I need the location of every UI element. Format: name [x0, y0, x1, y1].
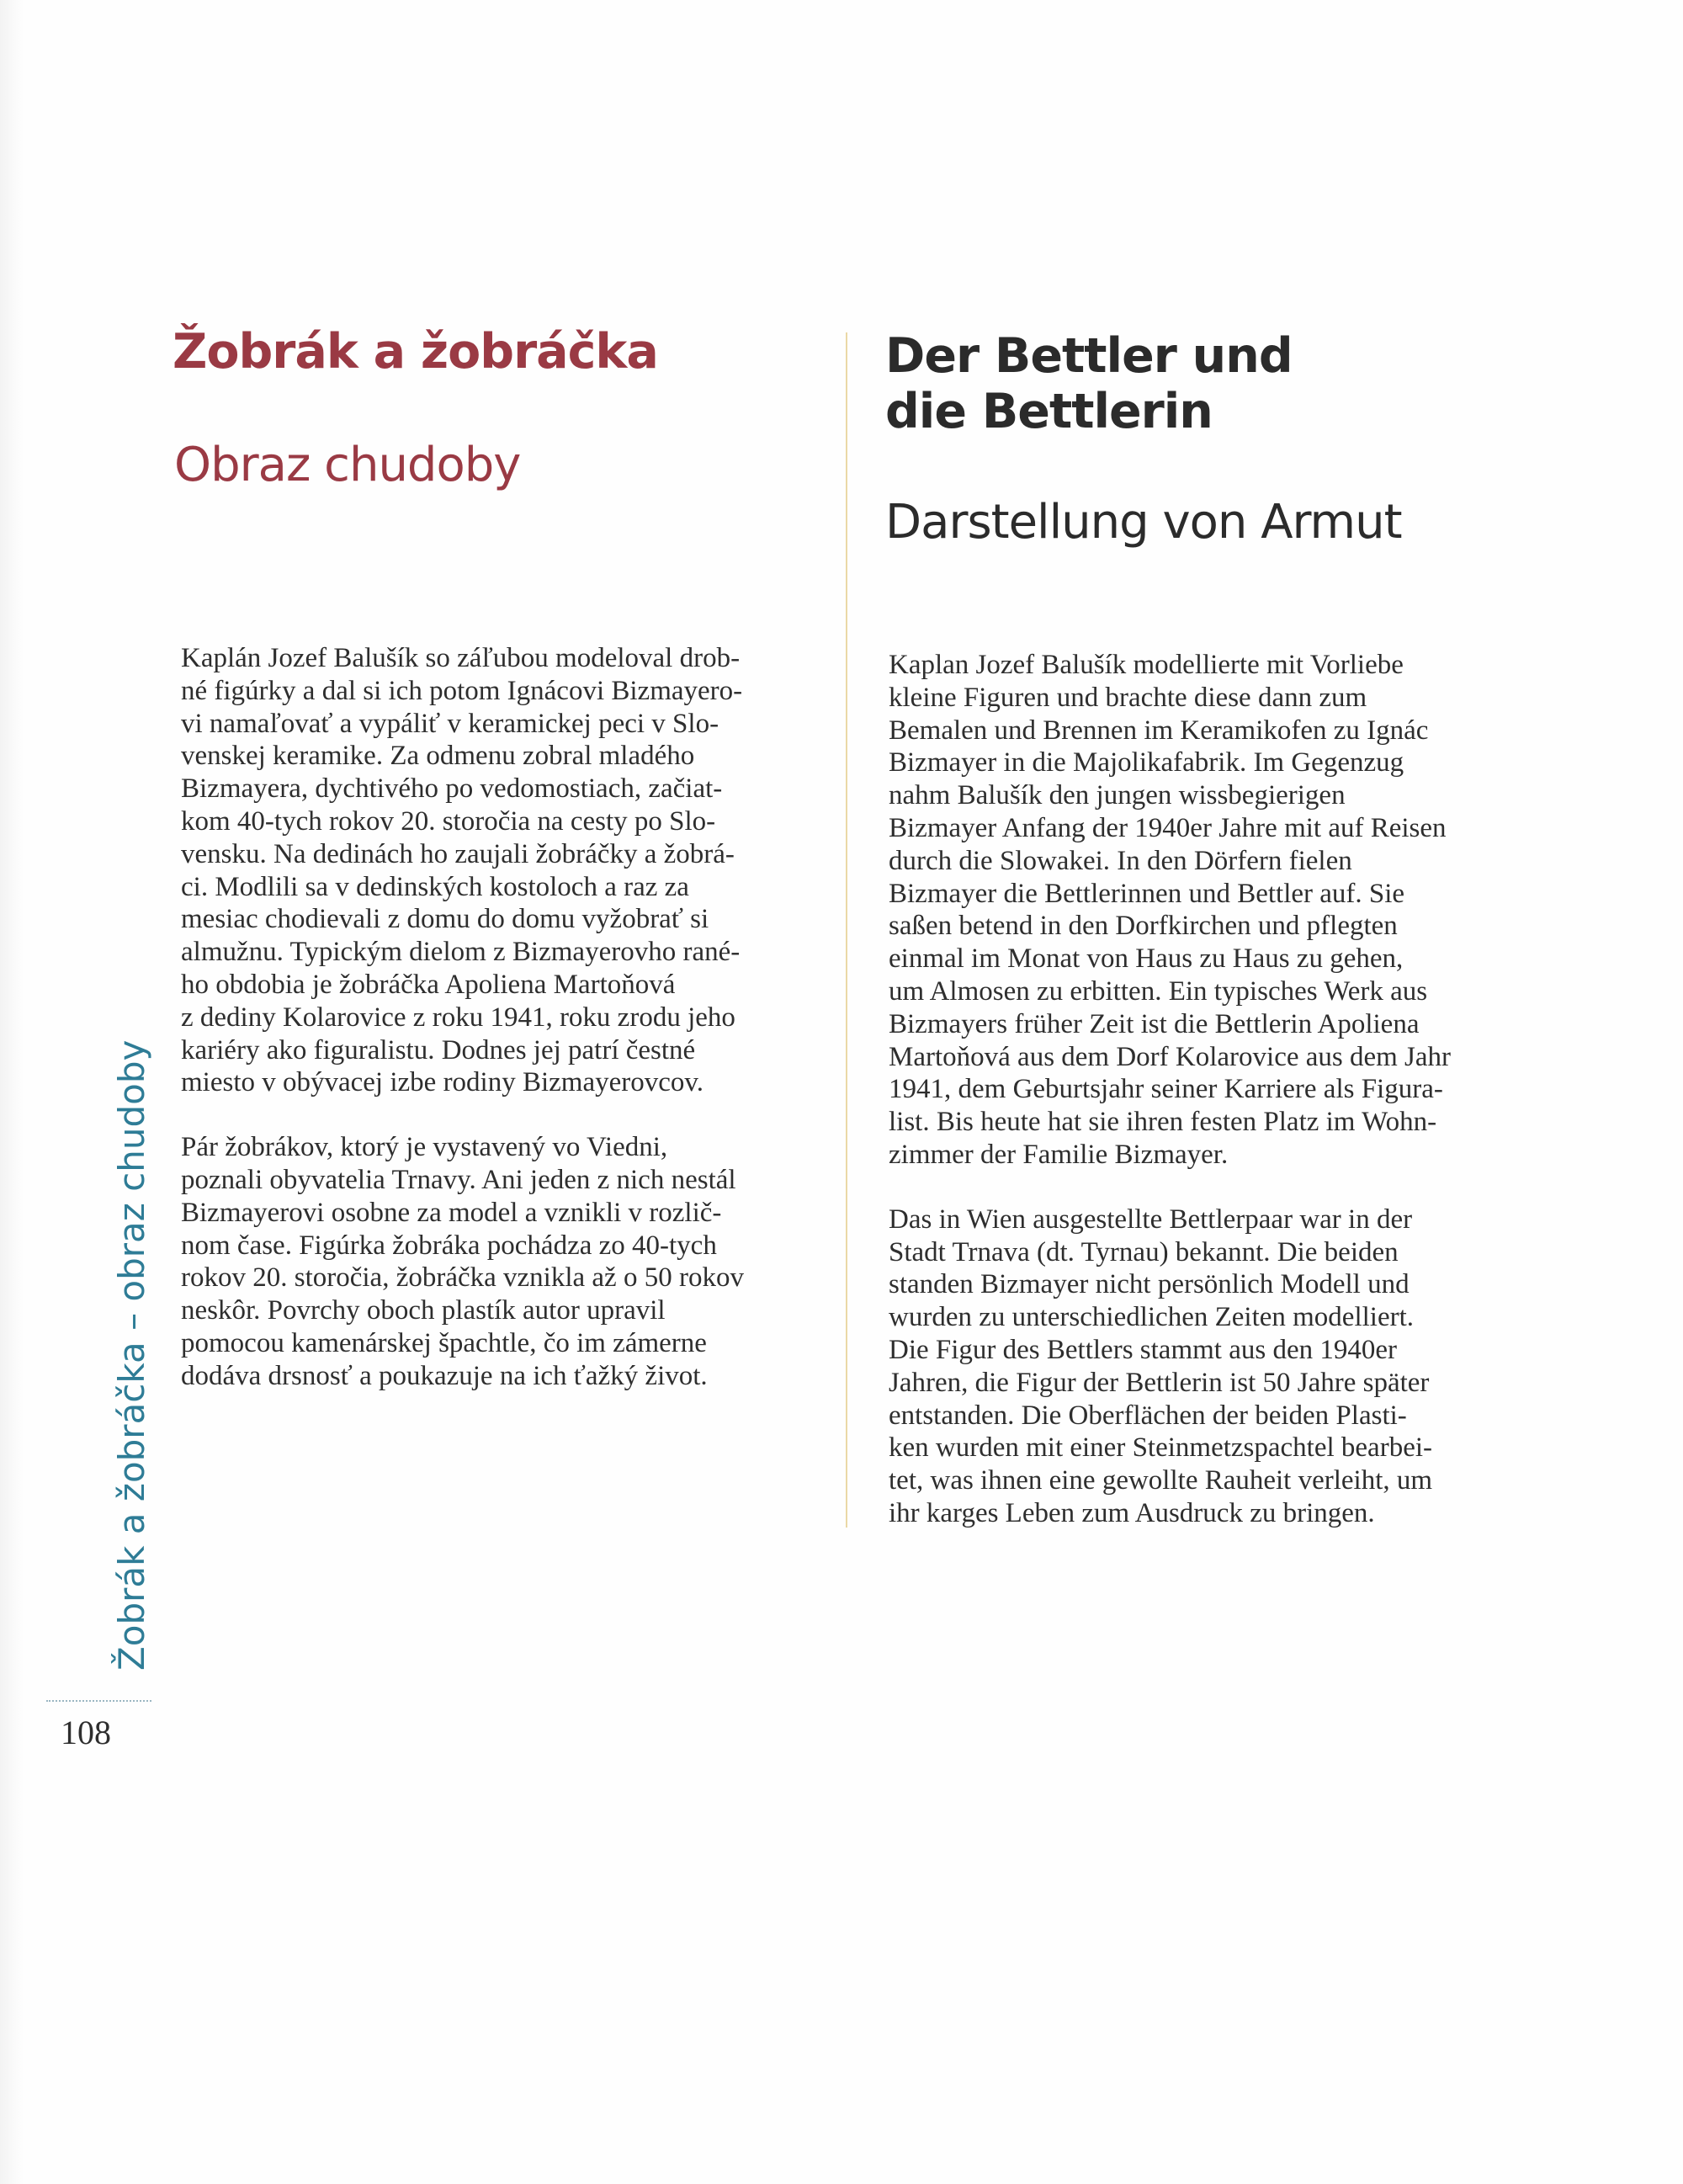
text-line: vi namaľovať a vypáliť v keramickej peci v Slo- — [181, 708, 719, 739]
text-line: ihr karges Leben zum Ausdruck zu bringen. — [889, 1497, 1375, 1528]
text-line: Kaplan Jozef Balušík modellierte mit Vorliebe — [889, 650, 1404, 680]
text-line: poznali obyvatelia Trnavy. Ani jeden z nich nestál — [181, 1164, 736, 1195]
text-line: vensku. Na dedinách ho zaujali žobráčky a žobrá- — [181, 838, 735, 869]
text-line: Bizmayers früher Zeit ist die Bettlerin Apoliena — [889, 1008, 1420, 1039]
paragraph-gap — [889, 1172, 1528, 1204]
text-line: Bizmayer Anfang der 1940er Jahre mit auf Reisen — [889, 812, 1447, 843]
text-line: ken wurden mit einer Steinmetzspachtel bearbei- — [889, 1432, 1432, 1464]
text-line: nahm Balušík den jungen wissbegierigen — [889, 780, 1346, 811]
text-line: Die Figur des Bettlers stammt aus den 1940er — [889, 1334, 1397, 1365]
column-divider — [846, 332, 847, 1528]
title-german-line-2: die Bettlerin — [885, 384, 1213, 439]
title-slovak: Žobrák a žobráčka — [173, 324, 658, 380]
paragraph-gap — [181, 1099, 820, 1131]
text-line: Das in Wien ausgestellte Bettlerpaar war in der — [889, 1204, 1413, 1235]
text-line: kleine Figuren und brachte diese dann zum — [889, 682, 1367, 713]
subtitle-german: Darstellung von Armut — [885, 495, 1402, 550]
text-line: Kaplán Jozef Balušík so záľubou modeloval drob- — [181, 643, 741, 673]
text-line: Bizmayer die Bettlerinnen und Bettler auf. Sie — [889, 878, 1405, 909]
german-text-column — [889, 649, 1528, 1530]
text-line: list. Bis heute hat sie ihren festen Platz im Wohn- — [889, 1107, 1437, 1138]
german-paragraph-1 — [889, 649, 1528, 1172]
text-line: kariéry ako figuralistu. Dodnes jej patrí čestné — [181, 1034, 696, 1065]
page-number: 108 — [61, 1714, 111, 1751]
text-line: rokov 20. storočia, žobráčka vznikla až o 50 rokov — [181, 1262, 744, 1294]
text-line: saßen betend in den Dorfkirchen und pflegten — [889, 911, 1398, 942]
text-line: Bizmayerovi osobne za model a vznikli v rozlič- — [181, 1197, 722, 1228]
subtitle-slovak: Obraz chudoby — [174, 438, 521, 492]
text-line: dodáva drsnosť a poukazuje na ich ťažký život. — [181, 1360, 708, 1391]
text-line: miesto v obývacej izbe rodiny Bizmayerovcov. — [181, 1067, 704, 1098]
text-line: Bemalen und Brennen im Keramikofen zu Ignác — [889, 715, 1429, 746]
text-line: Bizmayera, dychtivého po vedomostiach, začiat- — [181, 773, 723, 805]
text-line: tet, was ihnen eine gewollte Rauheit verleiht, um — [889, 1465, 1433, 1496]
title-german — [885, 328, 1293, 439]
text-line: né figúrky a dal si ich potom Ignácovi Bizmayero- — [181, 675, 743, 706]
german-paragraph-2 — [889, 1204, 1528, 1530]
text-line: nom čase. Figúrka žobráka pochádza zo 40-tych — [181, 1230, 717, 1261]
slovak-text-column — [181, 642, 820, 1393]
text-line: um Almosen zu erbitten. Ein typisches Werk aus — [889, 975, 1428, 1007]
text-line: neskôr. Povrchy oboch plastík autor upravil — [181, 1295, 666, 1326]
text-line: standen Bizmayer nicht persönlich Modell und — [889, 1269, 1410, 1300]
text-line: zimmer der Familie Bizmayer. — [889, 1139, 1229, 1170]
text-line: venskej keramike. Za odmenu zobral mladého — [181, 741, 695, 772]
title-german-line-1: Der Bettler und — [885, 328, 1293, 384]
text-line: mesiac chodievali z domu do domu vyžobrať si — [181, 904, 709, 935]
text-line: durch die Slowakei. In den Dörfern fielen — [889, 845, 1352, 876]
text-line: entstanden. Die Oberflächen der beiden Plasti- — [889, 1400, 1407, 1431]
slovak-paragraph-2 — [181, 1131, 820, 1392]
page-edge-shadow — [0, 0, 24, 2184]
text-line: Bizmayer in die Majolikafabrik. Im Gegenzug — [889, 747, 1404, 778]
text-line: wurden zu unterschiedlichen Zeiten modelliert. — [889, 1302, 1415, 1333]
text-line: pomocou kamenárskej špachtle, čo im zámerne — [181, 1327, 707, 1358]
text-line: kom 40-tych rokov 20. storočia na cesty po Slo- — [181, 805, 716, 837]
text-line: ci. Modlili sa v dedinských kostoloch a raz za — [181, 871, 689, 902]
text-line: Pár žobrákov, ktorý je vystavený vo Viedni, — [181, 1132, 668, 1163]
slovak-paragraph-1 — [181, 642, 820, 1099]
text-line: Martoňová aus dem Dorf Kolarovice aus dem Jahr — [889, 1041, 1452, 1072]
text-line: 1941, dem Geburtsjahr seiner Karriere als Figura- — [889, 1074, 1443, 1105]
text-line: Jahren, die Figur der Bettlerin ist 50 Jahre später — [889, 1367, 1430, 1398]
text-line: ho obdobia je žobráčka Apoliena Martoňová — [181, 969, 676, 1000]
text-line: einmal im Monat von Haus zu Haus zu gehen, — [889, 943, 1404, 975]
vertical-running-title: Žobrák a žobráčka – obraz chudoby — [111, 1039, 152, 1671]
text-line: z dediny Kolarovice z roku 1941, roku zrodu jeho — [181, 1002, 735, 1033]
text-line: almužnu. Typickým dielom z Bizmayerovho rané- — [181, 937, 741, 968]
dotted-separator — [46, 1700, 151, 1702]
text-line: Stadt Trnava (dt. Tyrnau) bekannt. Die beiden — [889, 1236, 1399, 1267]
